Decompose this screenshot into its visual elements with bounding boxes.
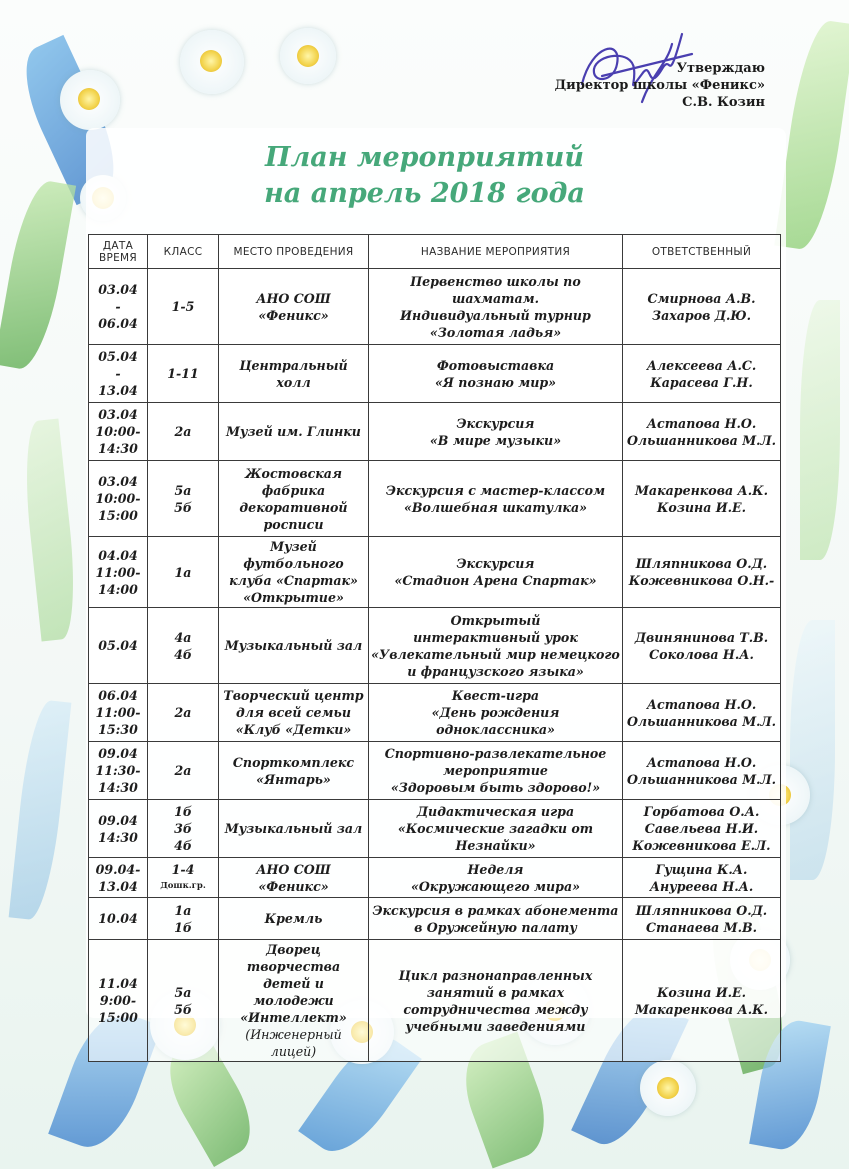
page-title-line1: План мероприятий (264, 142, 585, 173)
cell-class-line: 3б (174, 821, 192, 836)
cell-date (89, 742, 148, 800)
cell-event-line: и французского языка» (407, 663, 584, 679)
header-responsible: ОТВЕТСТВЕННЫЙ (623, 235, 781, 269)
cell-place (219, 461, 369, 537)
cell-date (89, 898, 148, 940)
cell-date (89, 345, 148, 403)
cell-responsible (623, 800, 781, 858)
cell-responsible (623, 608, 781, 684)
cell-event (369, 461, 623, 537)
cell-event-line: Экскурсия с мастер-классом (385, 482, 606, 498)
cell-event-line: Экскурсия в рамках абонемента (372, 902, 619, 918)
cell-event-line: сотрудничества между (403, 1001, 588, 1017)
cell-place-line: Музыкальный зал (224, 638, 363, 653)
cell-date-line: - (115, 299, 121, 314)
cell-responsible-line: Кожевникова Е.Л. (632, 838, 771, 853)
cell-responsible-line: Шляпникова О.Д. (635, 902, 768, 918)
cell-responsible-line: Макаренкова А.К. (634, 482, 768, 498)
cell-date-line: 11.04 (98, 976, 138, 991)
cell-event-line: «День рождения (431, 705, 560, 720)
cell-responsible (623, 403, 781, 461)
events-table (88, 234, 781, 1062)
approval-word: Утверждаю (676, 61, 765, 76)
table-row (89, 940, 781, 1062)
cell-class-line: 1б (174, 804, 192, 819)
cell-responsible-line: Ольшанникова М.Л. (626, 432, 777, 448)
cell-date (89, 537, 148, 608)
cell-date-line: 04.04 (98, 547, 138, 563)
cell-responsible-line: Макаренкова А.К. (634, 1001, 768, 1017)
table-row (89, 345, 781, 403)
cell-responsible-line: Алексеева А.С. (646, 357, 757, 373)
cell-date-line: 15:00 (98, 1010, 138, 1025)
cell-responsible-line: Шляпникова О.Д. (635, 556, 768, 571)
cell-event-line: Неделя (467, 861, 524, 877)
cell-place-line: Музей футбольного (243, 539, 344, 571)
cell-place-line: АНО СОШ «Феникс» (256, 290, 331, 323)
cell-event-line: Незнайки» (455, 838, 536, 853)
cell-event (369, 608, 623, 684)
cell-responsible-line: Козина И.Е. (656, 984, 747, 1000)
cell-date-line: 09.04- (95, 861, 141, 877)
cell-event-line: одноклассника» (436, 722, 555, 737)
cell-place-line: Спорткомплекс (232, 754, 355, 770)
cell-date-line: 14:30 (98, 441, 138, 456)
cell-event-line: Спортивно-развлекательное (384, 746, 607, 761)
cell-date (89, 461, 148, 537)
cell-class-line: 2а (174, 763, 192, 778)
cell-event (369, 898, 623, 940)
cell-responsible-line: Астапова Н.О. (646, 754, 757, 770)
cell-place (219, 608, 369, 684)
cell-place (219, 898, 369, 940)
cell-responsible-line: Двинянинова Т.В. (634, 629, 769, 645)
cell-date-line: 14:30 (98, 829, 138, 845)
cell-class-line: 4б (174, 646, 192, 662)
cell-responsible-line: Савельева Н.И. (644, 821, 759, 836)
cell-place (219, 684, 369, 742)
cell-event-line: «Стадион Арена Спартак» (394, 573, 597, 588)
approval-block (555, 60, 765, 111)
director-name: С.В. Козин (682, 95, 765, 110)
cell-responsible-line: Ольшанникова М.Л. (626, 713, 777, 729)
cell-date-line: 9:00- (99, 993, 137, 1008)
cell-responsible-line: Гущина К.А. (655, 861, 748, 877)
table-row (89, 742, 781, 800)
cell-date-line: 10:00- (95, 424, 141, 439)
cell-class (148, 461, 219, 537)
cell-responsible-line: Смирнова А.В. (647, 290, 756, 306)
cell-event-line: мероприятие (443, 763, 548, 778)
cell-responsible (623, 537, 781, 608)
cell-responsible (623, 345, 781, 403)
cell-responsible-line: Соколова Н.А. (649, 646, 754, 662)
cell-class-line: 1а (174, 564, 192, 580)
header-date: ДАТА ВРЕМЯ (89, 235, 148, 269)
cell-place-line: росписи (263, 516, 324, 532)
cell-event (369, 800, 623, 858)
cell-class (148, 940, 219, 1062)
cell-place-line: Дворец творчества (246, 942, 341, 974)
table-header-row (89, 235, 781, 269)
cell-responsible (623, 684, 781, 742)
cell-event-line: «Космические загадки от (397, 821, 594, 836)
cell-date (89, 269, 148, 345)
cell-event (369, 684, 623, 742)
cell-responsible-line: Ольшанникова М.Л. (626, 771, 777, 787)
cell-class-line: 1-4 (171, 861, 195, 877)
cell-place (219, 858, 369, 898)
cell-class-line: 5б (174, 1001, 192, 1017)
cell-place-line: Жостовская (245, 465, 342, 481)
cell-responsible-line: Станаева М.В. (645, 919, 758, 935)
cell-date (89, 403, 148, 461)
cell-place-line: Музей им. Глинки (226, 424, 361, 439)
cell-place (219, 403, 369, 461)
cell-event-line: Цикл разнонаправленных (398, 967, 593, 983)
table-row (89, 858, 781, 898)
cell-date-line: 09.04 (98, 812, 138, 828)
cell-event-line: Открытый (450, 612, 541, 628)
cell-date-line: 11:30- (95, 763, 141, 778)
cell-place-line: «Клуб «Детки» (235, 722, 352, 737)
cell-event (369, 742, 623, 800)
cell-class-line: 2а (174, 424, 192, 439)
cell-event-line: «Увлекательный мир немецкого (371, 646, 620, 662)
cell-event-line: Первенство школы по (410, 273, 581, 289)
cell-place-line: Творческий центр (223, 688, 364, 703)
cell-class (148, 800, 219, 858)
cell-responsible-line: Ануреева Н.А. (649, 878, 754, 894)
cell-class-line: 1б (174, 919, 192, 935)
cell-class-line: 4б (174, 838, 192, 853)
cell-event-line: «Волшебная шкатулка» (404, 499, 587, 515)
table-row (89, 537, 781, 608)
cell-class-line: 1а (174, 902, 192, 918)
cell-date-line: 09.04 (98, 746, 138, 761)
cell-event-line: «Окружающего мира» (410, 878, 581, 894)
cell-class-line: 4а (174, 629, 192, 645)
cell-responsible-line: Карасева Г.Н. (650, 374, 753, 390)
cell-place (219, 940, 369, 1062)
cell-date-line: 03.04 (98, 407, 138, 422)
cell-class (148, 537, 219, 608)
cell-event-line: «Золотая ладья» (429, 324, 562, 340)
cell-event-line: «В мире музыки» (429, 432, 562, 448)
table-row (89, 898, 781, 940)
cell-date (89, 800, 148, 858)
cell-event-line: занятий в рамках (426, 984, 565, 1000)
cell-date-line: 14:30 (98, 780, 138, 795)
cell-date (89, 940, 148, 1062)
cell-place-line: АНО СОШ «Феникс» (256, 861, 331, 894)
cell-responsible-line: Кожевникова О.Н.- (628, 573, 775, 588)
table-row (89, 800, 781, 858)
cell-date-line: 13.04 (98, 383, 138, 398)
cell-class-line: 2а (174, 705, 192, 720)
cell-event-line: шахматам. (452, 290, 539, 306)
cell-responsible-line: Козина И.Е. (656, 499, 747, 515)
header-event: НАЗВАНИЕ МЕРОПРИЯТИЯ (369, 235, 623, 269)
cell-event-line: Дидактическая игра (416, 804, 575, 819)
cell-event-line: «Здоровым быть здорово!» (390, 780, 601, 795)
cell-event-line: Фотовыставка (436, 357, 555, 373)
cell-class (148, 898, 219, 940)
cell-place (219, 345, 369, 403)
page-title-line2: на апрель 2018 года (264, 178, 585, 209)
cell-date-line: 06.04 (98, 688, 138, 703)
cell-place-line: «Янтарь» (256, 771, 331, 787)
cell-place (219, 800, 369, 858)
cell-place-line: Центральный холл (239, 357, 348, 390)
cell-place (219, 537, 369, 608)
cell-place-line: декоративной (239, 499, 348, 515)
table-row (89, 684, 781, 742)
cell-event-line: Экскурсия (456, 556, 535, 571)
cell-class-line: 5а (174, 482, 192, 498)
cell-date-line: 05.04 (98, 638, 138, 653)
cell-date-line: 14:00 (98, 581, 138, 597)
place-note: (Инженерный лицей) (245, 1027, 342, 1059)
cell-class-line: 1-11 (167, 366, 199, 381)
cell-place-line: Кремль (264, 911, 323, 926)
cell-event (369, 940, 623, 1062)
cell-date (89, 684, 148, 742)
cell-event (369, 858, 623, 898)
cell-date (89, 608, 148, 684)
cell-event-line: «Я познаю мир» (434, 374, 557, 390)
cell-place-line: детей и молодежи (253, 976, 334, 1008)
cell-responsible (623, 858, 781, 898)
cell-responsible (623, 940, 781, 1062)
cell-date-line: 03.04 (98, 474, 138, 489)
cell-date-line: 13.04 (98, 878, 138, 894)
cell-responsible-line: Захаров Д.Ю. (652, 307, 751, 323)
cell-class (148, 742, 219, 800)
cell-place-line: клуба «Спартак» (229, 573, 358, 588)
cell-place (219, 269, 369, 345)
cell-date-line: 15:30 (98, 722, 138, 737)
class-note: Дошк.гр. (160, 880, 206, 891)
cell-responsible (623, 269, 781, 345)
cell-class (148, 345, 219, 403)
table-row (89, 608, 781, 684)
cell-responsible-line: Астапова Н.О. (646, 696, 757, 712)
cell-event-line: учебными заведениями (405, 1018, 586, 1034)
cell-place-line: для всей семьи (236, 705, 351, 720)
cell-date-line: - (115, 366, 121, 381)
cell-date-line: 11:00- (95, 705, 141, 720)
header-place: МЕСТО ПРОВЕДЕНИЯ (219, 235, 369, 269)
cell-date-line: 03.04 (98, 282, 138, 297)
cell-class (148, 684, 219, 742)
cell-place-line: «Открытие» (243, 590, 344, 605)
cell-place (219, 742, 369, 800)
table-row (89, 403, 781, 461)
cell-event-line: Квест-игра (451, 688, 540, 703)
cell-responsible (623, 461, 781, 537)
director-title: Директор школы «Феникс» (554, 78, 765, 93)
table-row (89, 461, 781, 537)
cell-class (148, 608, 219, 684)
cell-responsible-line: Астапова Н.О. (646, 415, 757, 431)
cell-date (89, 858, 148, 898)
cell-date-line: 11:00- (95, 564, 141, 580)
cell-class (148, 858, 219, 898)
cell-event-line: Экскурсия (456, 415, 535, 431)
cell-date-line: 10:00- (95, 491, 141, 506)
header-class: КЛАСС (148, 235, 219, 269)
cell-responsible (623, 742, 781, 800)
cell-event-line: в Оружейную палату (414, 919, 577, 935)
cell-class-line: 5а (174, 984, 192, 1000)
table-body (89, 269, 781, 1062)
cell-responsible-line: Горбатова О.А. (643, 804, 760, 819)
cell-event (369, 403, 623, 461)
cell-place-line: Музыкальный зал (224, 821, 363, 836)
cell-date-line: 15:00 (98, 508, 138, 523)
cell-date-line: 06.04 (98, 316, 138, 331)
cell-class (148, 403, 219, 461)
cell-event-line: интерактивный урок (413, 629, 578, 645)
cell-date-line: 10.04 (98, 911, 138, 926)
cell-class-line: 1-5 (171, 299, 195, 314)
cell-event (369, 269, 623, 345)
cell-event (369, 345, 623, 403)
cell-class (148, 269, 219, 345)
cell-date-line: 05.04 (98, 349, 138, 364)
cell-place-line: фабрика (261, 482, 326, 498)
cell-class-line: 5б (174, 499, 192, 515)
cell-responsible (623, 898, 781, 940)
cell-event (369, 537, 623, 608)
table-row (89, 269, 781, 345)
cell-event-line: Индивидуальный турнир (400, 307, 591, 323)
cell-place-line: «Интеллект» (240, 1010, 347, 1025)
